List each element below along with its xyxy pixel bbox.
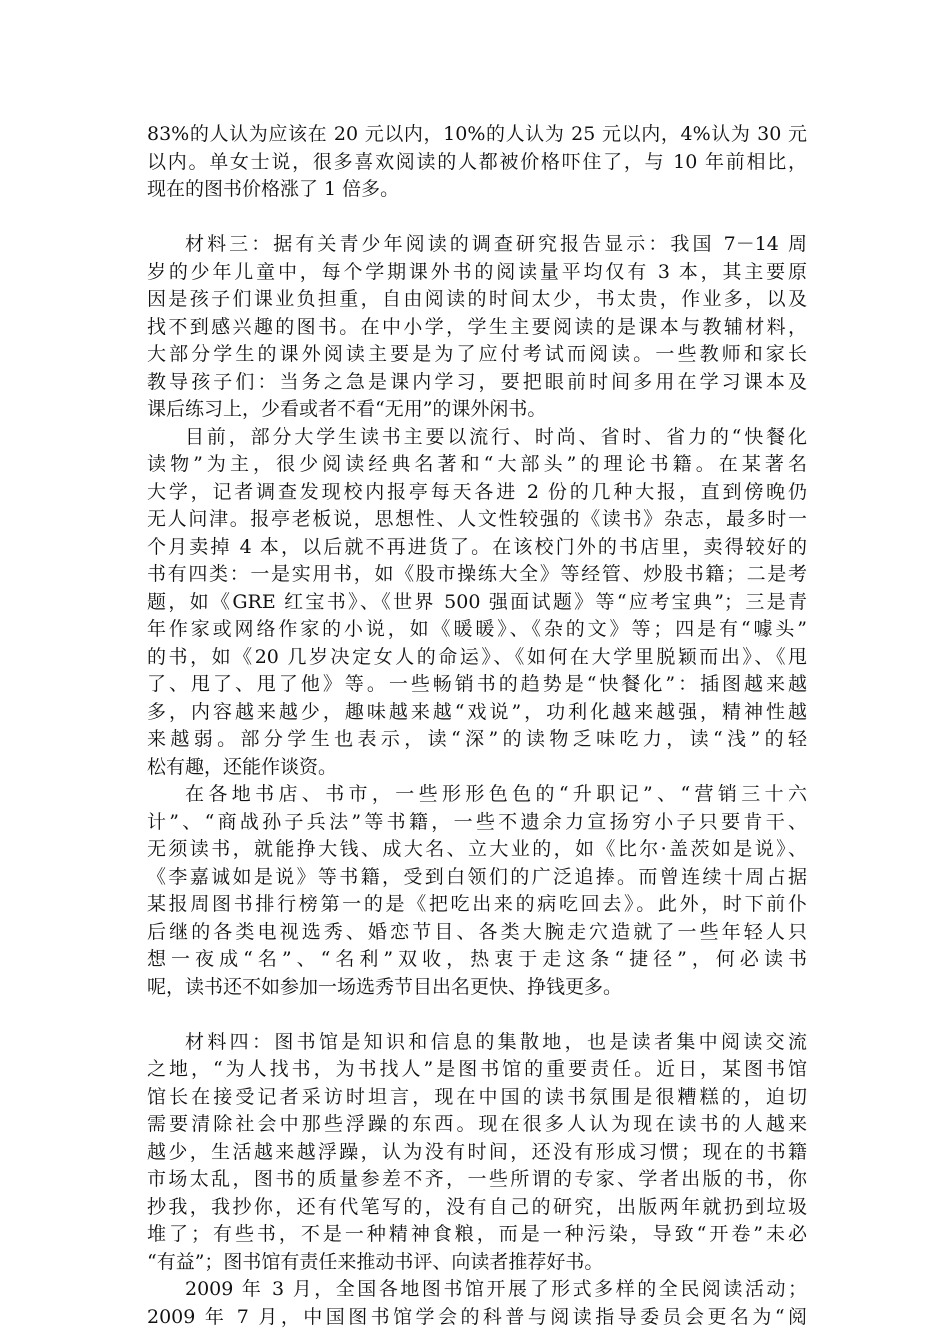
paragraph-bookstores bbox=[147, 781, 807, 1001]
text-line: 来越弱。部分学生也表示，读“深”的读物乏味吃力，读“浅”的轻 bbox=[147, 728, 807, 750]
text-line: 馆长在接受记者采访时坦言，现在中国的读书氛围是很糟糕的，迫切 bbox=[147, 1085, 807, 1108]
text-line: 83%的人认为应该在 20 元以内，10%的人认为 25 元以内，4%认为 30 元 bbox=[147, 123, 807, 145]
text-line: 材料四：图书馆是知识和信息的集散地，也是读者集中阅读交流 bbox=[185, 1030, 807, 1053]
text-line: 读物”为主，很少阅读经典名著和“大部头”的理论书籍。在某著名 bbox=[147, 453, 807, 475]
text-line: 2009 年 7 月，中国图书馆学会的科普与阅读指导委员会更名为“阅 bbox=[147, 1305, 807, 1328]
text-line: 课后练习上，少看或者不看“无用”的课外闲书。 bbox=[147, 398, 547, 420]
text-line: 大部分学生的课外阅读主要是为了应付考试而阅读。一些教师和家长 bbox=[147, 343, 807, 365]
text-line: 需要清除社会中那些浮躁的东西。现在很多人认为现在读书的人越来 bbox=[147, 1113, 807, 1135]
text-line: 了、甩了、甩了他》等。一些畅销书的趋势是“快餐化”：插图越来越 bbox=[147, 673, 807, 695]
text-line: 松有趣，还能作谈资。 bbox=[147, 755, 338, 778]
text-line: 某报周图书排行榜第一的是《把吃出来的病吃回去》。此外，时下前仆 bbox=[147, 893, 807, 915]
text-line: 市场太乱，图书的质量参差不齐，一些所谓的专家、学者出版的书，你 bbox=[147, 1168, 807, 1190]
paragraph-university-reading bbox=[147, 424, 807, 782]
paragraph-continuation bbox=[147, 121, 807, 204]
text-line: 题，如《GRE 红宝书》、《世界 500 强面试题》等“应考宝典”；三是青 bbox=[147, 590, 807, 613]
text-line: 无须读书，就能挣大钱、成大名、立大业的，如《比尔·盖茨如是说》、 bbox=[147, 838, 807, 860]
text-line: 抄我，我抄你，还有代笔写的，没有自己的研究，出版两年就扔到垃圾 bbox=[147, 1195, 807, 1218]
text-line: 书有四类：一是实用书，如《股市操练大全》等经管、炒股书籍；二是考 bbox=[147, 563, 807, 585]
text-line: 以内。单女士说，很多喜欢阅读的人都被价格吓住了，与 10 年前相比， bbox=[147, 150, 807, 173]
text-line: 后继的各类电视选秀、婚恋节目、各类大腕走穴造就了一些年轻人只 bbox=[147, 920, 807, 943]
paragraph-material-3 bbox=[147, 231, 807, 424]
text-line: 个月卖掉 4 本，以后就不再进货了。在该校门外的书店里，卖得较好的 bbox=[147, 535, 807, 558]
document-body bbox=[147, 121, 807, 1331]
paragraph-material-4 bbox=[147, 1029, 807, 1277]
text-line: 呢，读书还不如参加一场选秀节目出名更快、挣钱更多。 bbox=[147, 975, 623, 998]
text-line: 2009 年 3 月，全国各地图书馆开展了形式多样的全民阅读活动； bbox=[185, 1278, 807, 1300]
text-line: 找不到感兴趣的图书。在中小学，学生主要阅读的是课本与教辅材料， bbox=[147, 315, 807, 338]
text-line: 《李嘉诚如是说》等书籍，受到白领们的广泛追捧。而曾连续十周占据 bbox=[147, 865, 807, 888]
text-line: 越少，生活越来越浮躁，认为没有时间，还没有形成习惯；现在的书籍 bbox=[147, 1140, 807, 1163]
text-line: 因是孩子们课业负担重，自由阅读的时间太少，书太贵，作业多，以及 bbox=[147, 288, 807, 310]
text-line: 材料三：据有关青少年阅读的调查研究报告显示：我国 7－14 周 bbox=[185, 233, 807, 255]
text-line: 教导孩子们：当务之急是课内学习，要把眼前时间多用在学习课本及 bbox=[147, 370, 807, 393]
text-line: 之地，“为人找书，为书找人”是图书馆的重要责任。近日，某图书馆 bbox=[147, 1058, 807, 1080]
text-line: 大学，记者调查发现校内报亭每天各进 2 份的几种大报，直到傍晚仍 bbox=[147, 480, 807, 503]
text-line: “有益”；图书馆有责任来推动书评、向读者推荐好书。 bbox=[147, 1250, 604, 1273]
text-line: 在各地书店、书市，一些形形色色的“升职记”、“营销三十六 bbox=[185, 783, 807, 805]
text-line: 年作家或网络作家的小说，如《暖暖》、《杂的文》等；四是有“噱头” bbox=[147, 618, 807, 640]
text-line: 堆了；有些书，不是一种精神食粮，而是一种污染，导致“开卷”未必 bbox=[147, 1223, 807, 1245]
text-line: 现在的图书价格涨了 1 倍多。 bbox=[147, 178, 400, 200]
text-line: 无人问津。报亭老板说，思想性、人文性较强的《读书》杂志，最多时一 bbox=[147, 508, 807, 530]
text-line: 的书，如《20 几岁决定女人的命运》、《如何在大学里脱颖而出》、《甩 bbox=[147, 645, 807, 668]
text-line: 计”、“商战孙子兵法”等书籍，一些不遗余力宣扬穷小子只要肯干、 bbox=[147, 810, 807, 833]
paragraph-2009-activities bbox=[147, 1276, 807, 1331]
blank-line bbox=[147, 1001, 807, 1029]
text-line: 多，内容越来越少，趣味越来越“戏说”，功利化越来越强，精神性越 bbox=[147, 700, 807, 723]
text-line: 目前，部分大学生读书主要以流行、时尚、省时、省力的“快餐化 bbox=[185, 425, 807, 448]
text-line: 岁的少年儿童中，每个学期课外书的阅读量平均仅有 3 本，其主要原 bbox=[147, 260, 807, 283]
blank-line bbox=[147, 204, 807, 232]
text-line: 想一夜成“名”、“名利”双收，热衷于走这条“捷径”，何必读书 bbox=[147, 948, 807, 970]
